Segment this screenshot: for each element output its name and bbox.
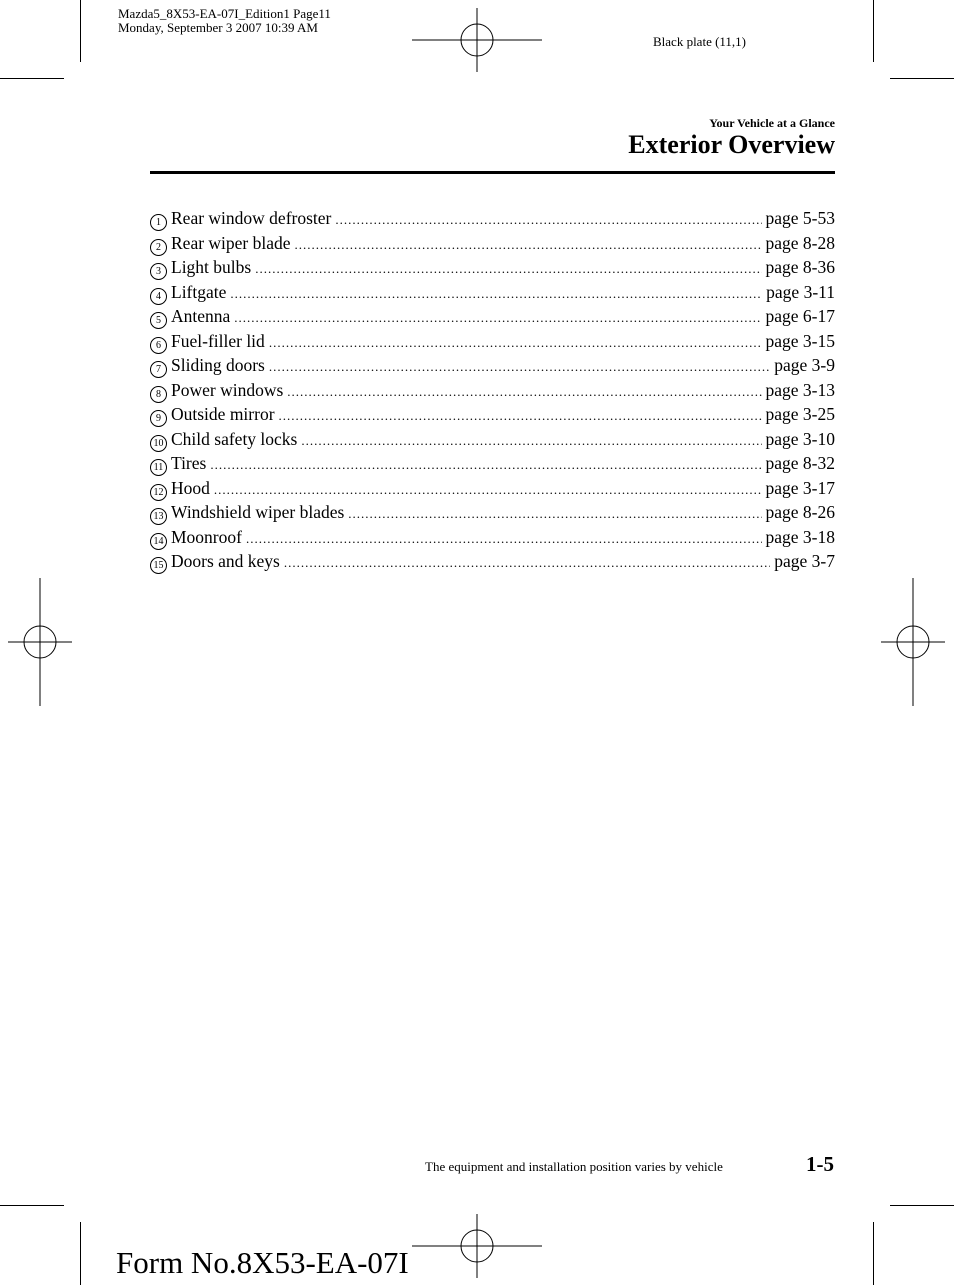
plate-label: Black plate (11,1) [653, 34, 747, 49]
item-label: Child safety locks [171, 428, 298, 449]
toc-item[interactable] [150, 257, 835, 282]
item-number: 6 [150, 337, 167, 354]
item-number: 9 [150, 410, 167, 427]
crop-mark [873, 1222, 874, 1285]
title-rule [150, 171, 835, 174]
item-number: 2 [150, 239, 167, 256]
toc-item[interactable] [150, 502, 835, 527]
dot-leader [295, 237, 762, 253]
section-label: Your Vehicle at a Glance [709, 116, 835, 130]
page-reference: page 3-18 [765, 526, 835, 547]
crop-mark [873, 0, 874, 62]
dot-leader [230, 286, 762, 302]
item-label: Windshield wiper blades [171, 502, 345, 522]
toc-item[interactable] [150, 527, 835, 552]
toc-item[interactable] [150, 331, 835, 356]
item-label: Liftgate [171, 281, 227, 302]
dot-leader [269, 335, 762, 351]
item-label: Moonroof [171, 526, 242, 547]
item-number: 7 [150, 361, 167, 378]
crop-mark [80, 1222, 81, 1285]
item-label: Doors and keys [171, 551, 280, 571]
dot-leader [246, 531, 762, 547]
dot-leader [284, 555, 770, 571]
toc-item[interactable] [150, 453, 835, 478]
page-reference: page 5-53 [765, 208, 835, 228]
crop-mark [890, 1205, 954, 1206]
item-number: 15 [150, 557, 167, 574]
toc-item[interactable] [150, 429, 835, 454]
page-reference: page 3-9 [774, 355, 835, 375]
print-meta [118, 7, 331, 35]
page-reference: page 3-15 [765, 330, 835, 351]
form-number: Form No.8X53-EA-07I [116, 1245, 409, 1280]
crop-mark [80, 0, 81, 62]
file-line: Mazda5_8X53-EA-07I_Edition1 Page11 [118, 6, 331, 21]
registration-mark-icon [881, 578, 945, 706]
page-reference: page 3-25 [765, 404, 835, 424]
page-reference: page 8-32 [765, 453, 835, 473]
date-line: Monday, September 3 2007 10:39 AM [118, 20, 318, 35]
page-number: 1-5 [806, 1152, 834, 1176]
toc-item[interactable] [150, 551, 835, 576]
registration-mark-icon [412, 8, 542, 72]
toc-item[interactable] [150, 282, 835, 307]
registration-mark-icon [8, 578, 72, 706]
dot-leader [348, 506, 761, 522]
toc-list [150, 208, 835, 576]
page-reference: page 6-17 [765, 306, 835, 326]
registration-mark-icon [412, 1214, 542, 1278]
item-number: 11 [150, 459, 167, 476]
item-label: Hood [171, 477, 210, 498]
toc-item[interactable] [150, 380, 835, 405]
toc-item[interactable] [150, 355, 835, 380]
dot-leader [255, 261, 761, 277]
page-reference: page 8-36 [765, 257, 835, 277]
item-label: Tires [171, 453, 207, 473]
dot-leader [269, 359, 770, 375]
item-label: Sliding doors [171, 355, 265, 375]
item-number: 4 [150, 288, 167, 305]
crop-mark [0, 78, 64, 79]
page-reference: page 3-17 [765, 477, 835, 498]
item-number: 1 [150, 214, 167, 231]
page-reference: page 8-26 [765, 502, 835, 522]
item-label: Light bulbs [171, 257, 252, 277]
item-label: Antenna [171, 306, 231, 326]
toc-item[interactable] [150, 233, 835, 258]
item-label: Power windows [171, 379, 284, 400]
item-label: Fuel-filler lid [171, 330, 265, 351]
dot-leader [214, 482, 762, 498]
page-reference: page 3-10 [765, 428, 835, 449]
item-number: 8 [150, 386, 167, 403]
page-title: Exterior Overview [628, 130, 835, 159]
page-reference: page 3-11 [766, 281, 835, 302]
toc-item[interactable] [150, 478, 835, 503]
item-number: 5 [150, 312, 167, 329]
page-reference: page 8-28 [765, 232, 835, 253]
page-reference: page 3-13 [765, 379, 835, 400]
item-number: 12 [150, 484, 167, 501]
toc-item[interactable] [150, 306, 835, 331]
toc-item[interactable] [150, 404, 835, 429]
dot-leader [234, 310, 761, 326]
item-number: 3 [150, 263, 167, 280]
dot-leader [210, 457, 761, 473]
crop-mark [0, 1205, 64, 1206]
item-label: Rear wiper blade [171, 232, 291, 253]
dot-leader [287, 384, 761, 400]
dot-leader [335, 212, 761, 228]
toc-item[interactable] [150, 208, 835, 233]
item-label: Rear window defroster [171, 208, 332, 228]
item-number: 13 [150, 508, 167, 525]
footer-note: The equipment and installation position varies by vehicle [425, 1159, 723, 1174]
item-number: 14 [150, 533, 167, 550]
crop-mark [890, 78, 954, 79]
dot-leader [301, 433, 761, 449]
dot-leader [279, 408, 762, 424]
page-reference: page 3-7 [774, 551, 835, 571]
item-label: Outside mirror [171, 404, 275, 424]
item-number: 10 [150, 435, 167, 452]
